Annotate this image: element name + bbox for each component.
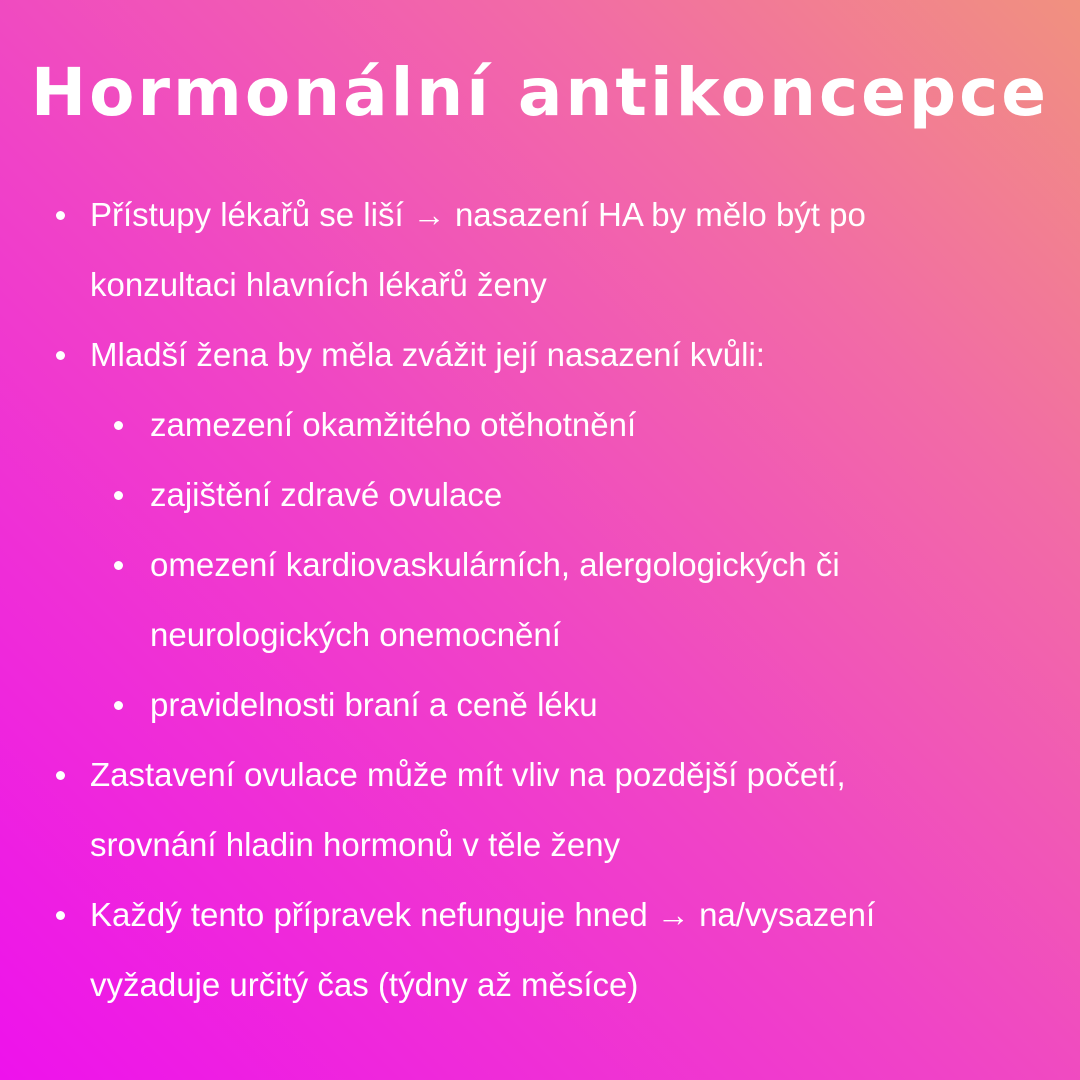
bullet-dot-icon xyxy=(56,351,65,360)
bullet-line: konzultaci hlavních lékařů ženy xyxy=(90,266,547,303)
bullet-dot-icon xyxy=(114,421,123,430)
bullet-dot-icon xyxy=(114,491,123,500)
bullet-line: vyžaduje určitý čas (týdny až měsíce) xyxy=(90,966,639,1003)
bullet-dot-icon xyxy=(114,561,123,570)
bullet-line: omezení kardiovaskulárních, alergologických či xyxy=(150,546,840,583)
bullet-item xyxy=(0,880,1080,1020)
bullet-line: pravidelnosti braní a ceně léku xyxy=(150,686,598,723)
bullet-list xyxy=(0,180,1080,1020)
bullet-item xyxy=(0,740,1080,880)
page-title: Hormonální antikoncepce xyxy=(30,54,1050,131)
bullet-dot-icon xyxy=(56,211,65,220)
bullet-item xyxy=(0,180,1080,320)
sub-bullet-item xyxy=(0,530,1080,670)
bullet-line: Mladší žena by měla zvážit její nasazení kvůli: xyxy=(90,336,765,373)
bullet-dot-icon xyxy=(56,911,65,920)
sub-bullet-item xyxy=(0,390,1080,460)
bullet-line: Každý tento přípravek nefunguje hned → na/vysazení xyxy=(90,896,876,933)
bullet-line: Přístupy lékařů se liší → nasazení HA by mělo být po xyxy=(90,196,866,233)
bullet-line: Zastavení ovulace může mít vliv na pozdější početí, xyxy=(90,756,846,793)
sub-bullet-item xyxy=(0,670,1080,740)
bullet-line: neurologických onemocnění xyxy=(150,616,561,653)
bullet-line: zajištění zdravé ovulace xyxy=(150,476,503,513)
bullet-dot-icon xyxy=(114,701,123,710)
bullet-line: srovnání hladin hormonů v těle ženy xyxy=(90,826,621,863)
bullet-item xyxy=(0,320,1080,390)
bullet-line: zamezení okamžitého otěhotnění xyxy=(150,406,637,443)
bullet-dot-icon xyxy=(56,771,65,780)
sub-bullet-item xyxy=(0,460,1080,530)
